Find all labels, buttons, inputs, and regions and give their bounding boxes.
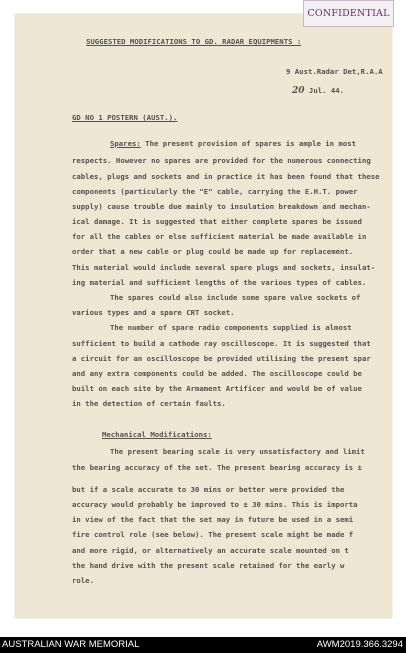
spares-paragraph-3-line: in the detection of certain faults. [72,399,226,408]
spares-paragraph-3-first: The number of spare radio components supplied is almost [110,323,352,332]
spares-line: order that a new cable or plug could be made up for replacement. [72,247,354,256]
mechanical-line: and more rigid, or alternatively an accurate scale mounted on t [72,546,349,555]
footer-accession-number: AWM2019.366.3294 [316,639,403,650]
spares-line: components (particularly the "E" cable, carrying the E.H.T. power [72,187,358,196]
mechanical-line: accuracy would probably be improved to ± 30 mins. This is importa [72,500,358,509]
spares-line: ical damage. It is suggested that either complete spares be issued [72,217,362,226]
confidential-stamp: CONFIDENTIAL [303,0,394,27]
spares-line: ing material and sufficient lengths of the various types of cables. [72,278,367,287]
spares-paragraph-3-line: a circuit for an oscilloscope be provided utilising the present spar [72,354,371,363]
spares-line: for all the cables or else sufficient material be made available in [72,232,367,241]
document-date [292,86,344,96]
spares-line: cables, plugs and sockets and in practice it has been found that these [72,172,380,181]
spares-paragraph-3-line: built on each site by the Armament Artificer and would be of value [72,384,362,393]
mechanical-line: but if a scale accurate to 30 mins or better were provided the [72,485,345,494]
date-day-handwritten: 20 [292,86,305,96]
spares-paragraph-3-line: sufficient to build a cathode ray oscilloscope. It is suggested that [72,339,371,348]
mechanical-first-line: The present bearing scale is very unsatisfactory and limit [110,447,365,456]
spares-first-line [110,139,356,148]
document-title: SUGGESTED MODIFICATIONS TO GD. RADAR EQUIPMENTS : [86,37,302,46]
mechanical-line: role. [72,576,94,585]
footer-institution: AUSTRALIAN WAR MEMORIAL [2,639,140,650]
mechanical-line: the bearing accuracy of the set. The present bearing accuracy is ± [72,463,362,472]
unit-designation: 9 Aust.Radar Det,R.A.A [286,67,383,76]
mechanical-line: the hand drive with the present scale retained for the early w [72,561,345,570]
spares-paragraph-3-line: and any extra components could be added. The oscilloscope could be [72,369,362,378]
spares-line: supply) cause trouble due mainly to insulation breakdown and mechan- [72,202,371,211]
footer-bar [0,637,406,653]
spares-paragraph-2-first: The spares could also include some spare valve sockets of [110,293,361,302]
mechanical-line: fire control role (see below). The present scale might be made f [72,530,354,539]
spares-line: This material would include several spare plugs and sockets, insulat- [72,263,376,272]
mechanical-line: in view of the fact that the set may in future be used in a semi [72,515,354,524]
spares-first-line-text: The present provision of spares is ample in most [145,139,357,148]
spares-heading: Spares: [110,139,141,148]
spares-paragraph-2-line: various types and a spare CRT socket. [72,308,235,317]
mechanical-heading: Mechanical Modifications: [102,430,212,439]
equipment-heading: GD NO 1 POSTERN (AUST.). [72,113,178,122]
date-month-year: Jul. 44. [304,86,345,95]
spares-line: respects. However no spares are provided for the numerous connecting [72,156,371,165]
